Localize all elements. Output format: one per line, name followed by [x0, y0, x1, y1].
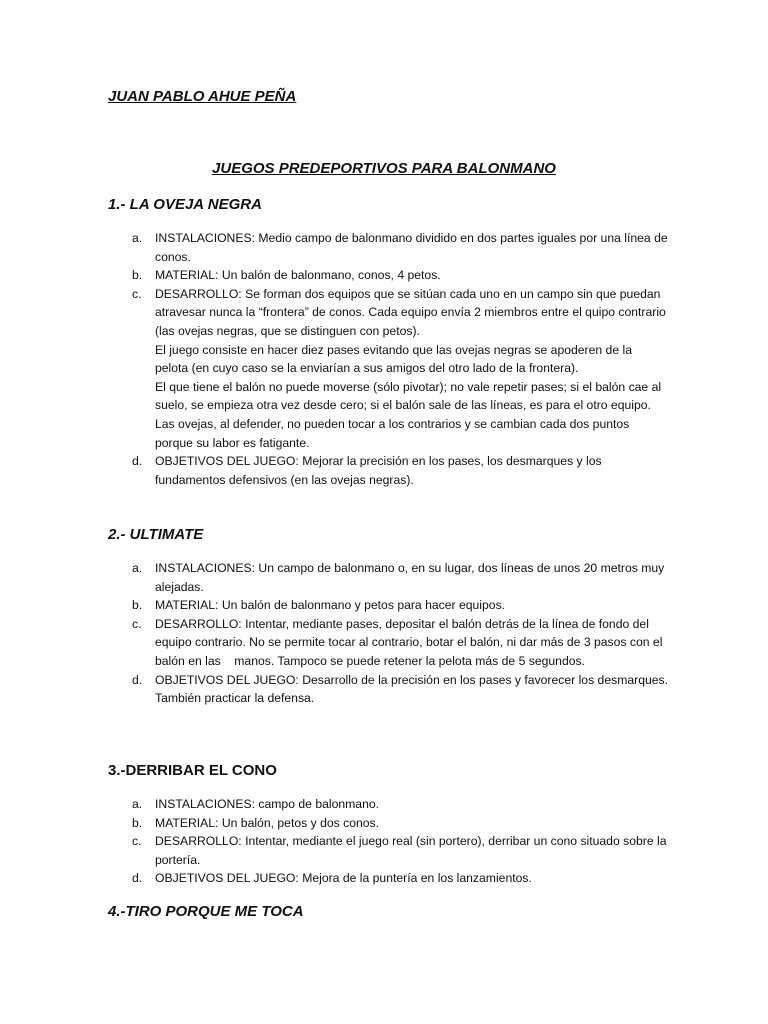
item-label: OBJETIVOS DEL JUEGO: [155, 672, 299, 687]
item-label: OBJETIVOS DEL JUEGO: [155, 454, 299, 469]
list-item [108, 671, 668, 708]
list-marker: b. [132, 598, 143, 613]
list-marker: a. [132, 797, 143, 811]
list-item [108, 266, 668, 285]
section-la-oveja-negra [108, 195, 668, 489]
item-text: Se forman dos equipos que se sitúan cada uno en un campo sin que puedan atravesar nunca la “frontera” de conos. Cada equipo envía 2 miembros entre el quipo contrario (las ovejas negras, que se distinguen con petos). [155, 286, 666, 338]
item-text: Un balón de balonmano, conos, 4 petos. [221, 268, 441, 283]
item-text: campo de balonmano. [258, 797, 380, 811]
list-item [108, 869, 668, 888]
section-tiro-porque-me-toca [108, 902, 668, 936]
list-marker: b. [132, 815, 143, 830]
list-item [108, 285, 668, 452]
section-derribar-el-cono [108, 761, 668, 888]
list-item [108, 229, 668, 266]
item-text: Desarrollo de la precisión en los pases y favorecer los desmarques. También practicar la defensa. [155, 672, 669, 706]
item-label: DESARROLLO: [155, 616, 242, 631]
item-text: Mejorar la precisión en los pases, los desmarques y los fundamentos defensivos (en las ovejas negras). [155, 454, 602, 487]
item-text: Un balón, petos y dos conos. [221, 815, 380, 830]
document-title: JUEGOS PREDEPORTIVOS PARA BALONMANO [212, 160, 556, 177]
item-paragraph: El que tiene el balón no puede moverse (sólo pivotar); no vale repetir pases; si el balón cae al suelo, se empieza otra vez desde cero; si el balón sale de las líneas, es para el otro equipo. [155, 379, 662, 413]
list-item [108, 452, 668, 489]
list-marker: b. [132, 268, 143, 283]
item-text: Un balón de balonmano y petos para hacer equipos. [221, 598, 506, 613]
item-label: DESARROLLO: [155, 834, 242, 849]
list-item [108, 795, 668, 814]
item-label: MATERIAL: [155, 598, 219, 613]
item-label: OBJETIVOS DEL JUEGO: [155, 871, 299, 886]
item-text: Mejora de la puntería en los lanzamientos. [302, 871, 532, 886]
section-heading: 3.-DERRIBAR EL CONO [108, 762, 277, 779]
item-label: MATERIAL: [155, 815, 219, 830]
list-marker: c. [132, 616, 142, 631]
item-text: Un campo de balonmano o, en su lugar, dos líneas de unos 20 metros muy alejadas. [155, 561, 665, 594]
item-text: Intentar, mediante el juego real (sin portero), derribar un cono situado sobre la portería. [155, 834, 667, 867]
list-marker: d. [132, 871, 143, 886]
item-text: Intentar, mediante pases, depositar el balón detrás de la línea de fondo del equipo contrario. No se permite tocar al contrario, botar el balón, ni dar más de 3 pasos con el balón en las manos. Tampoco se puede retener la pelota más de 5 segundos. [155, 616, 666, 668]
section-heading: 1.- LA OVEJA NEGRA [108, 196, 262, 213]
list-marker: d. [132, 454, 143, 469]
section-ultimate [108, 525, 668, 708]
section-heading: 4.-TIRO PORQUE ME TOCA [108, 903, 304, 920]
list-item [108, 814, 668, 833]
list-item [108, 596, 668, 615]
item-paragraph: Las ovejas, al defender, no pueden tocar a los contrarios y se cambian cada dos puntos porque su labor es fatigante. [155, 416, 630, 450]
list-marker: d. [132, 672, 143, 687]
item-label: INSTALACIONES: [155, 231, 256, 245]
list-marker: a. [132, 231, 143, 245]
list-marker: c. [132, 834, 142, 849]
list-item [108, 832, 668, 869]
author-name: JUAN PABLO AHUE PEÑA [108, 88, 297, 105]
item-label: INSTALACIONES: [155, 561, 256, 575]
item-text: Medio campo de balonmano dividido en dos partes iguales por una línea de conos. [155, 231, 668, 264]
list-item [108, 559, 668, 596]
item-label: INSTALACIONES: [155, 797, 256, 811]
list-item [108, 615, 668, 671]
list-marker: a. [132, 561, 143, 575]
item-label: MATERIAL: [155, 268, 219, 283]
item-list [108, 229, 668, 489]
list-marker: c. [132, 286, 142, 301]
item-label: DESARROLLO: [155, 286, 242, 301]
section-heading: 2.- ULTIMATE [108, 526, 204, 543]
item-list [108, 795, 668, 888]
item-paragraph: El juego consiste en hacer diez pases evitando que las ovejas negras se apoderen de la pelota (en cuyo caso se la enviarían a sus amigos del otro lado de la frontera). [155, 342, 632, 376]
item-list [108, 559, 668, 708]
